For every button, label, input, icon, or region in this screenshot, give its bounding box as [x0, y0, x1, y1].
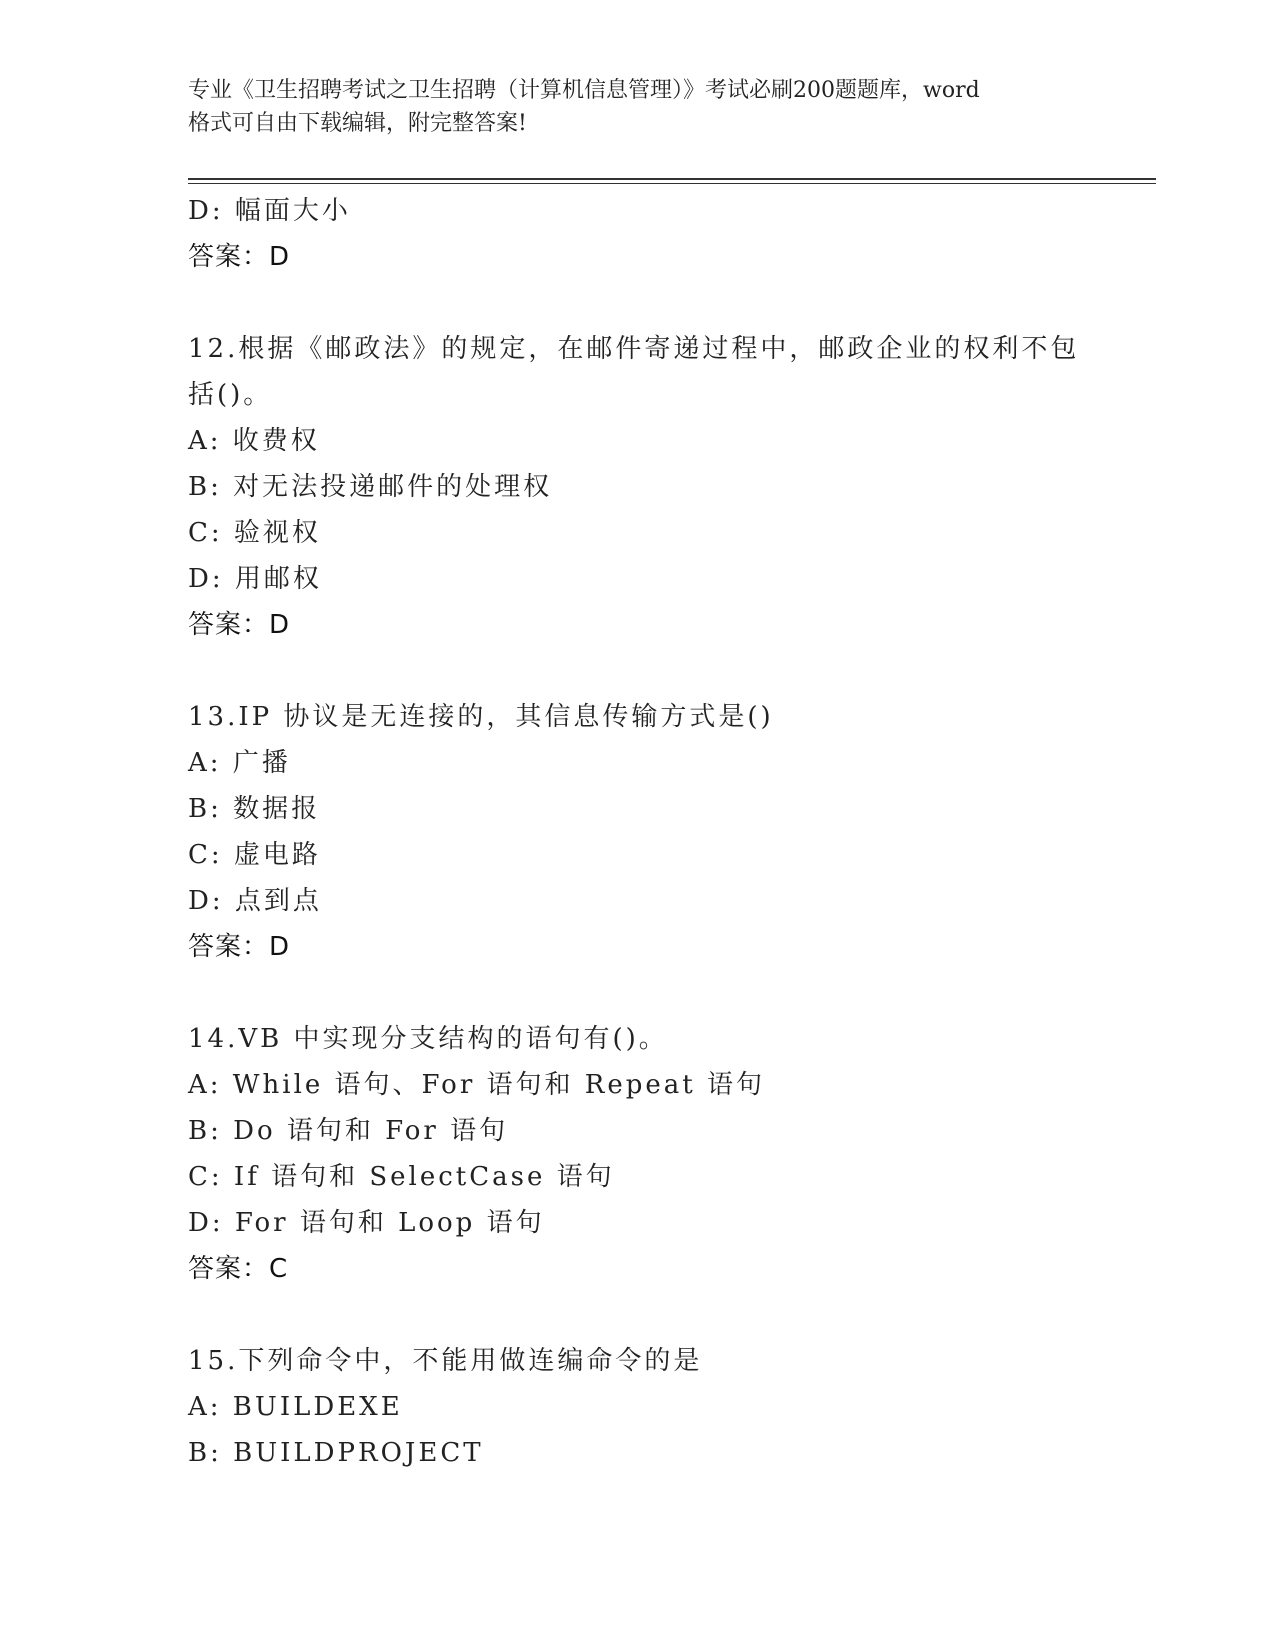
answer-line: 答案：D	[188, 932, 291, 962]
question-14	[188, 1016, 1156, 1292]
spacer	[188, 280, 1156, 326]
question-13	[188, 694, 1156, 970]
option-c: C: 虚电路	[188, 840, 321, 870]
option-b: B: 对无法投递邮件的处理权	[188, 472, 553, 502]
header-title-line-1: 专业《卫生招聘考试之卫生招聘（计算机信息管理）》考试必刷200题题库，word	[188, 78, 980, 103]
option-b: B: BUILDPROJECT	[188, 1438, 484, 1468]
question-list	[188, 188, 1156, 1476]
option-a: A: BUILDEXE	[188, 1392, 403, 1422]
spacer	[188, 648, 1156, 694]
option-d: D: For 语句和 Loop 语句	[188, 1208, 545, 1238]
question-stem-line-2: 括()。	[188, 380, 273, 410]
document-header	[188, 74, 1088, 140]
question-stem: 13.IP 协议是无连接的，其信息传输方式是()	[188, 702, 774, 732]
option-a: A: 收费权	[188, 426, 320, 456]
question-11-tail	[188, 188, 1156, 280]
question-stem-line-1: 12.根据《邮政法》的规定，在邮件寄递过程中，邮政企业的权利不包	[188, 334, 1080, 364]
question-stem: 14.VB 中实现分支结构的语句有()。	[188, 1024, 668, 1054]
question-15	[188, 1338, 1156, 1476]
answer-line: 答案：C	[188, 1254, 289, 1284]
option-d: D: 幅面大小	[188, 196, 351, 226]
header-divider-thin	[188, 183, 1156, 184]
document-page	[188, 0, 1158, 1650]
answer-line: 答案：D	[188, 610, 291, 640]
option-b: B: 数据报	[188, 794, 321, 824]
option-c: C: 验视权	[188, 518, 321, 548]
option-b: B: Do 语句和 For 语句	[188, 1116, 509, 1146]
option-a: A: While 语句、For 语句和 Repeat 语句	[188, 1070, 765, 1100]
option-d: D: 用邮权	[188, 564, 322, 594]
spacer	[188, 970, 1156, 1016]
option-d: D: 点到点	[188, 886, 322, 916]
header-title-line-2: 格式可自由下载编辑，附完整答案!	[188, 111, 527, 136]
spacer	[188, 1292, 1156, 1338]
option-a: A: 广播	[188, 748, 291, 778]
answer-line: 答案：D	[188, 242, 291, 272]
option-c: C: If 语句和 SelectCase 语句	[188, 1162, 615, 1192]
question-12	[188, 326, 1156, 648]
question-stem: 15.下列命令中，不能用做连编命令的是	[188, 1346, 703, 1376]
header-divider-thick	[188, 178, 1156, 180]
